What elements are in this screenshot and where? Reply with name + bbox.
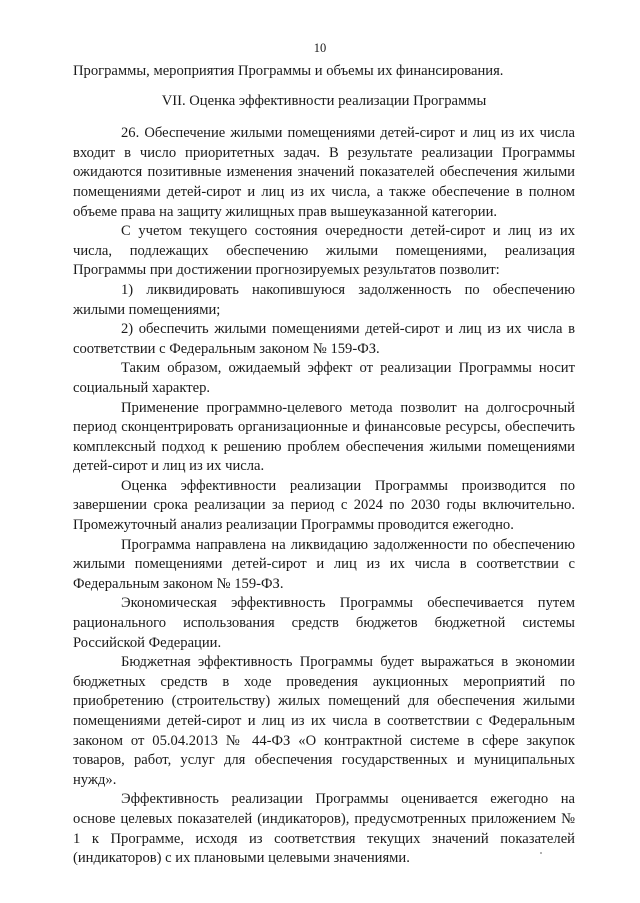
paragraph-program-aim: Программа направлена на ликвидацию задолженности по обеспечению жилыми помещениями детей-сирот и лиц из их числа в соответствии с Федеральным законом № 159-ФЗ. — [73, 536, 575, 592]
paragraph-evaluation-period: Оценка эффективности реализации Программы производится по завершении срока реализации за период с 2024 по 2030 годы включительно. Промежуточный анализ реализации Программы проводится ежегодно. — [73, 477, 575, 534]
section-heading: VII. Оценка эффективности реализации Программы — [161, 92, 487, 109]
list-item-provide-housing: 2) обеспечить жилыми помещениями детей-сирот и лиц из их числа в соответствии с Федеральным законом № 159-ФЗ. — [73, 321, 575, 357]
paragraph-current-queue: С учетом текущего состояния очередности детей-сирот и лиц из их числа, подлежащих обеспечению жилыми помещениями, реализация Программы при достижении прогнозируемых результатов позволит: — [73, 223, 575, 279]
paragraph-budget-efficiency: Бюджетная эффективность Программы будет выражаться в экономии бюджетных средств в ходе проведения аукционных мероприятий по приобретению (строительству) жилых помещений для обеспечения жилыми помещениями детей-сирот и лиц из их числа в соответствии с Федеральным законом от 05.04.2013 № 44-ФЗ «О контрактной системе в сфере закупок товаров, работ, услуг для обеспечения государственных и муниципальных нужд». — [73, 654, 575, 788]
scan-speck — [540, 852, 542, 854]
paragraph-efficiency-indicators: Эффективность реализации Программы оценивается ежегодно на основе целевых показателей (индикаторов), предусмотренных приложением № 1 к Программе, исходя из соответствия текущих значений показателей (индикаторов) с их плановыми целевыми значениями. — [73, 791, 575, 867]
paragraph-priority-task: 26. Обеспечение жилыми помещениями детей-сирот и лиц из их числа входит в число приоритетных задач. В результате реализации Программы ожидаются позитивные изменения значений показателей обеспечения жилыми помещениями детей-сирот и лиц из их числа, а также обеспечение в полном объеме права на защиту жилищных прав вышеуказанной категории. — [73, 125, 575, 220]
paragraph-social-effect: Таким образом, ожидаемый эффект от реализации Программы носит социальный характер. — [73, 360, 575, 396]
list-item-liquidate-debt: 1) ликвидировать накопившуюся задолженность по обеспечению жилыми помещениями; — [73, 281, 575, 318]
document-body — [73, 62, 575, 869]
page-number: 10 — [313, 41, 327, 55]
carried-over-line: Программы, мероприятия Программы и объемы их финансирования. — [73, 63, 504, 79]
paragraph-economic-efficiency: Экономическая эффективность Программы обеспечивается путем рационального использования средств бюджетов бюджетной системы Российской Федерации. — [73, 595, 575, 651]
paragraph-program-target-method: Применение программно-целевого метода позволит на долгосрочный период сконцентрировать организационные и финансовые ресурсы, обеспечить комплексный подход к решению проблем обеспечения жилыми помещениями детей-сирот и лиц из их числа. — [73, 399, 575, 475]
